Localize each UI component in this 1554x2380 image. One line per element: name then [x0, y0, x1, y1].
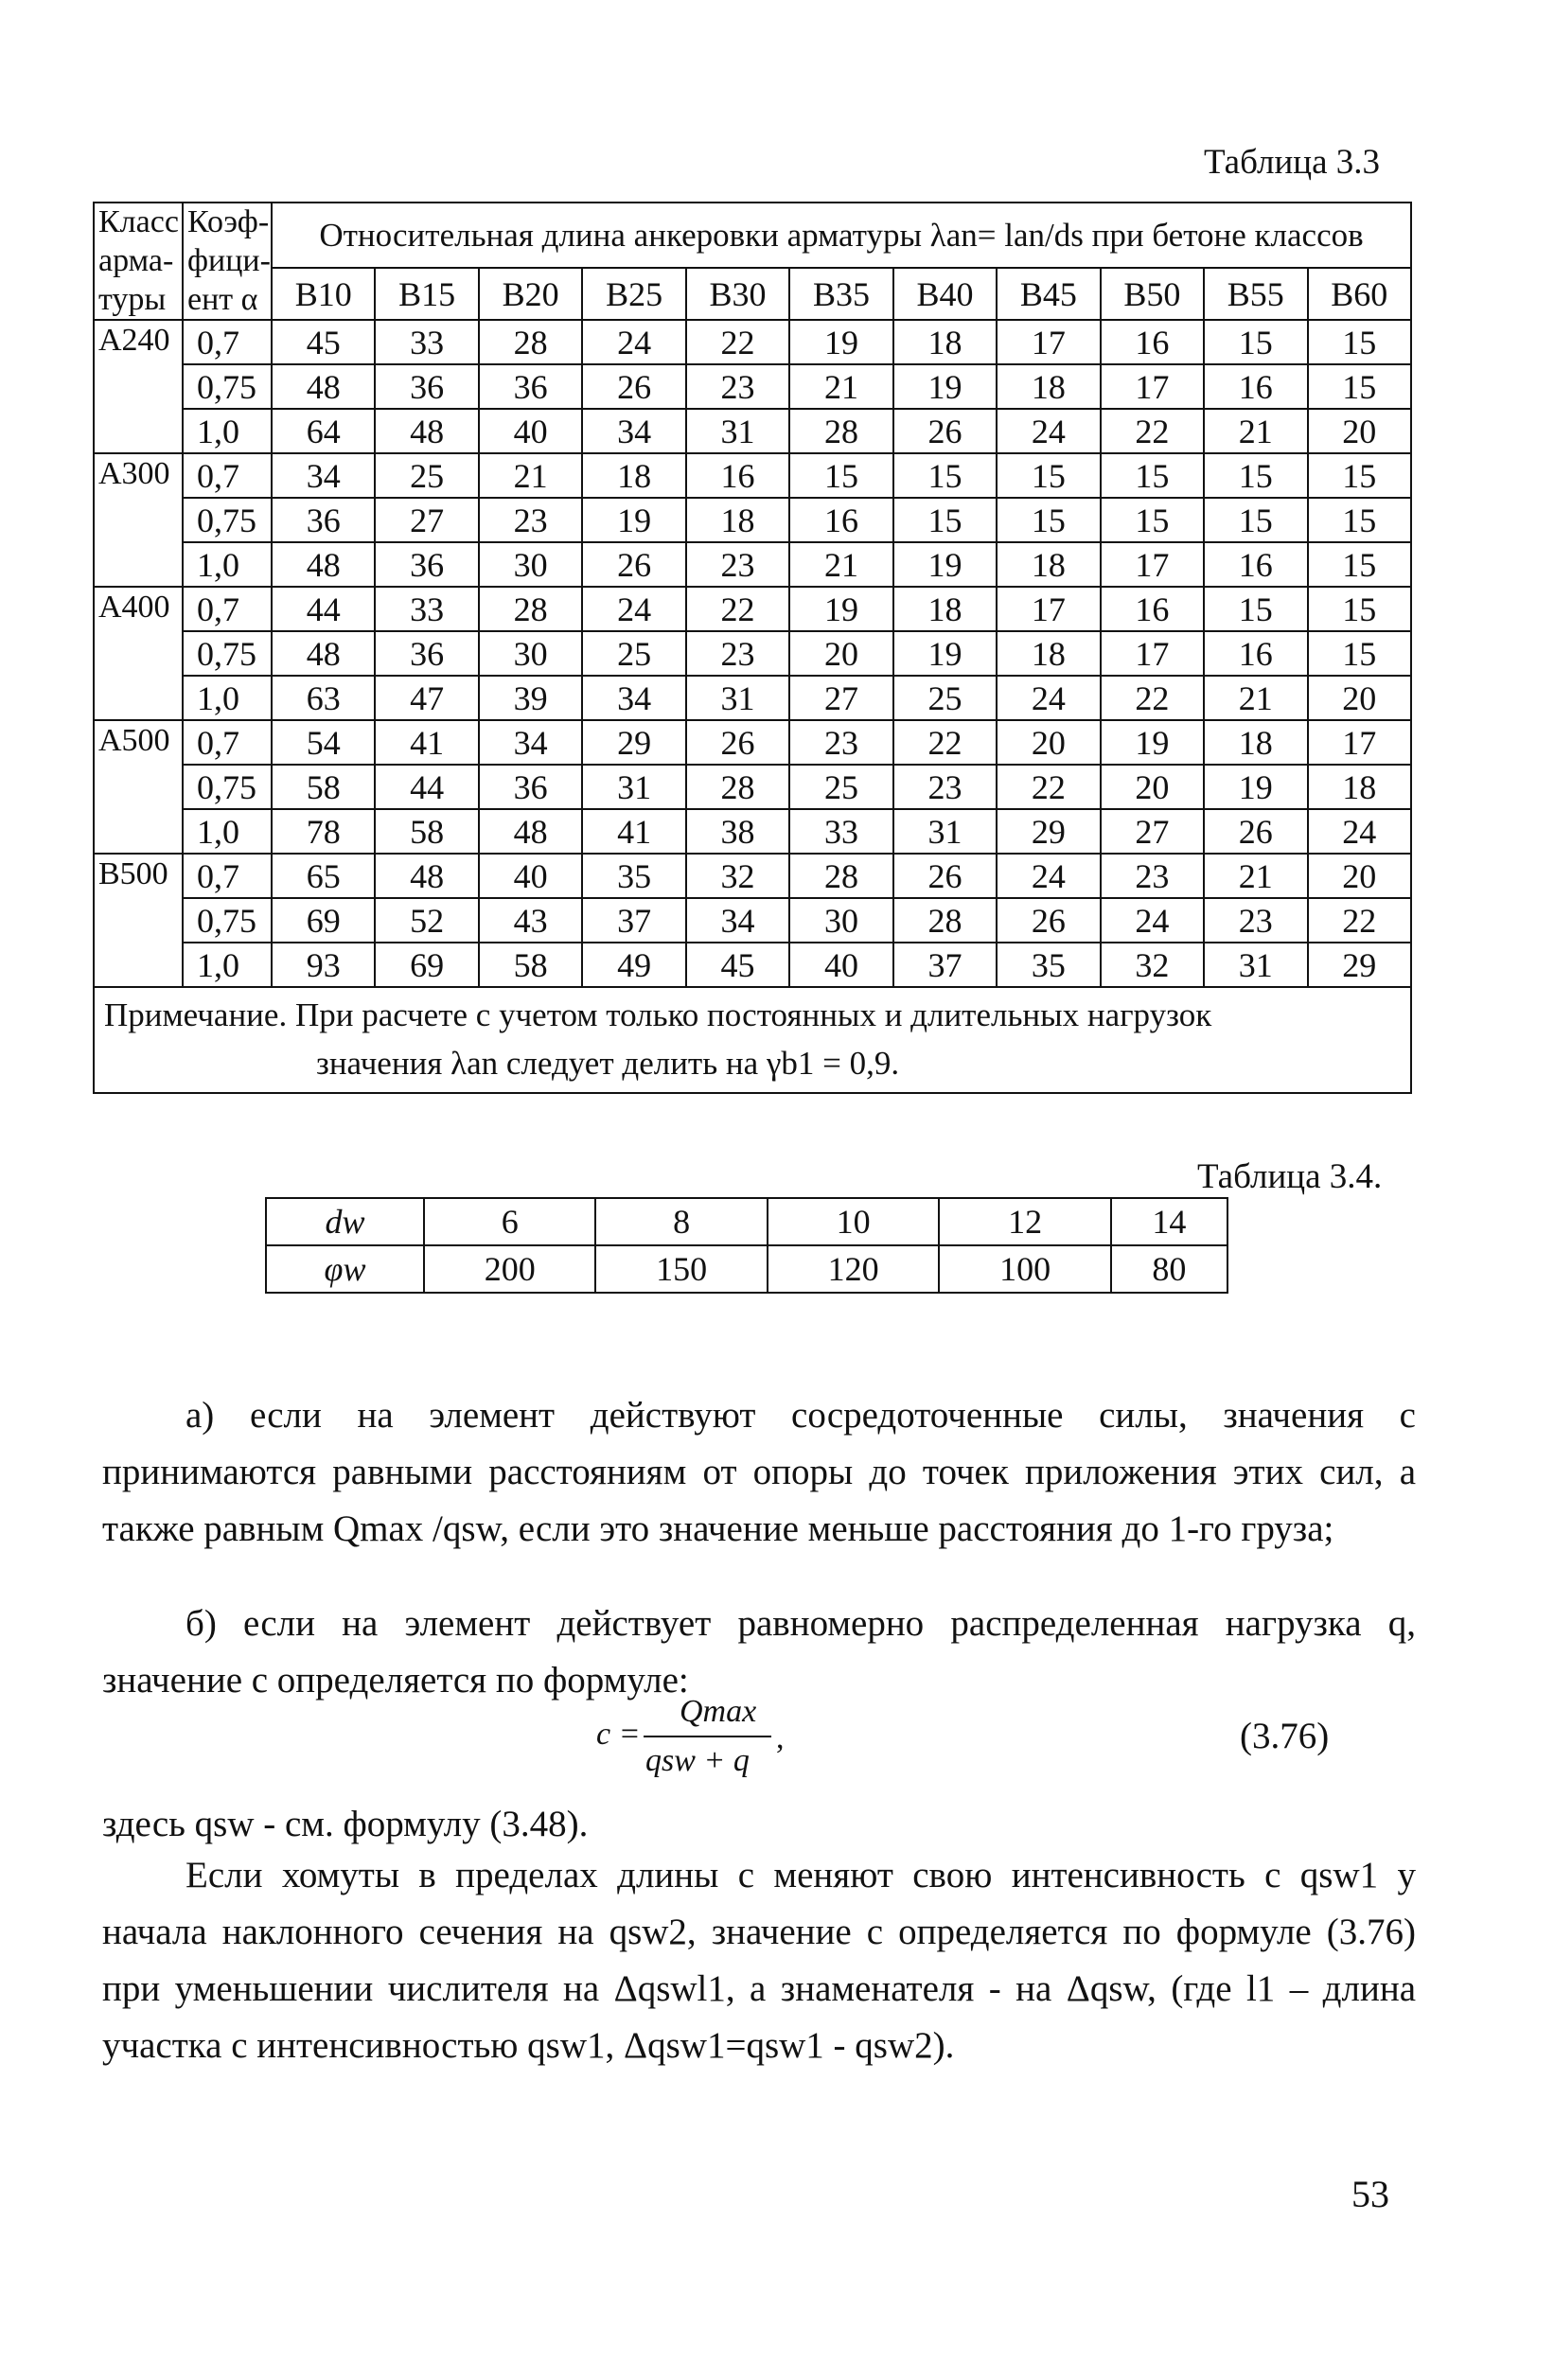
anchorage-value-cell: 19 — [1204, 765, 1307, 809]
anchorage-value-cell: 15 — [997, 498, 1100, 542]
rebar-class-cell: A500 — [94, 720, 183, 854]
anchorage-value-cell: 35 — [997, 943, 1100, 987]
concrete-class-header: B10 — [272, 268, 375, 320]
formula-fraction-bar — [644, 1736, 771, 1737]
anchorage-value-cell: 15 — [1204, 453, 1307, 498]
alpha-cell: 0,75 — [183, 498, 272, 542]
alpha-cell: 1,0 — [183, 542, 272, 587]
anchorage-value-cell: 44 — [272, 587, 375, 631]
table-row — [94, 364, 1411, 409]
concrete-class-header: B35 — [789, 268, 892, 320]
anchorage-value-cell: 40 — [479, 854, 582, 898]
anchorage-value-cell: 29 — [997, 809, 1100, 854]
anchorage-value-cell: 65 — [272, 854, 375, 898]
concrete-class-header: B40 — [893, 268, 997, 320]
table-row — [94, 453, 1411, 498]
phiw-value-cell: 150 — [595, 1245, 767, 1293]
alpha-cell: 1,0 — [183, 809, 272, 854]
anchorage-value-cell: 26 — [893, 854, 997, 898]
anchorage-value-cell: 15 — [1101, 498, 1204, 542]
anchorage-value-cell: 27 — [375, 498, 478, 542]
rebar-class-cell: A300 — [94, 453, 183, 587]
formula-numerator: Qmax — [680, 1694, 757, 1729]
anchorage-value-cell: 26 — [582, 364, 685, 409]
anchorage-value-cell: 54 — [272, 720, 375, 765]
table-row — [94, 854, 1411, 898]
anchorage-value-cell: 25 — [375, 453, 478, 498]
anchorage-value-cell: 32 — [1101, 943, 1204, 987]
anchorage-value-cell: 31 — [686, 409, 789, 453]
anchorage-value-cell: 33 — [375, 320, 478, 364]
anchorage-value-cell: 22 — [997, 765, 1100, 809]
anchorage-value-cell: 15 — [893, 498, 997, 542]
anchorage-value-cell: 23 — [686, 631, 789, 676]
alpha-cell: 1,0 — [183, 943, 272, 987]
anchorage-value-cell: 48 — [479, 809, 582, 854]
concrete-class-header: B30 — [686, 268, 789, 320]
anchorage-value-cell: 15 — [1308, 542, 1411, 587]
alpha-cell: 0,7 — [183, 720, 272, 765]
anchorage-value-cell: 22 — [1308, 898, 1411, 943]
anchorage-value-cell: 29 — [1308, 943, 1411, 987]
anchorage-value-cell: 18 — [893, 320, 997, 364]
concrete-class-header: B60 — [1308, 268, 1411, 320]
anchorage-value-cell: 20 — [1101, 765, 1204, 809]
anchorage-value-cell: 32 — [686, 854, 789, 898]
anchorage-value-cell: 20 — [789, 631, 892, 676]
anchorage-value-cell: 69 — [272, 898, 375, 943]
anchorage-value-cell: 23 — [1204, 898, 1307, 943]
table33-header-row — [94, 203, 1411, 268]
formula-comma: , — [776, 1720, 785, 1755]
anchorage-value-cell: 24 — [997, 854, 1100, 898]
anchorage-value-cell: 31 — [893, 809, 997, 854]
rebar-class-cell: A400 — [94, 587, 183, 720]
anchorage-value-cell: 37 — [582, 898, 685, 943]
anchorage-value-cell: 36 — [375, 542, 478, 587]
anchorage-value-cell: 36 — [375, 364, 478, 409]
concrete-class-header: B20 — [479, 268, 582, 320]
anchorage-value-cell: 19 — [893, 364, 997, 409]
anchorage-value-cell: 26 — [582, 542, 685, 587]
table-row — [94, 631, 1411, 676]
anchorage-value-cell: 17 — [1101, 364, 1204, 409]
anchorage-value-cell: 22 — [893, 720, 997, 765]
anchorage-value-cell: 49 — [582, 943, 685, 987]
anchorage-value-cell: 34 — [479, 720, 582, 765]
anchorage-value-cell: 40 — [479, 409, 582, 453]
table-3-4 — [265, 1197, 1228, 1294]
alpha-cell: 0,75 — [183, 898, 272, 943]
anchorage-value-cell: 21 — [1204, 854, 1307, 898]
note-line-1: Примечание. При расчете с учетом только постоянных и длительных нагрузок — [104, 996, 1212, 1034]
anchorage-value-cell: 47 — [375, 676, 478, 720]
anchorage-value-cell: 20 — [1308, 854, 1411, 898]
alpha-cell: 0,7 — [183, 587, 272, 631]
anchorage-value-cell: 18 — [997, 364, 1100, 409]
anchorage-value-cell: 25 — [789, 765, 892, 809]
anchorage-value-cell: 15 — [1308, 631, 1411, 676]
anchorage-value-cell: 23 — [893, 765, 997, 809]
alpha-cell: 0,75 — [183, 765, 272, 809]
anchorage-value-cell: 30 — [789, 898, 892, 943]
anchorage-value-cell: 18 — [997, 631, 1100, 676]
anchorage-value-cell: 23 — [686, 542, 789, 587]
anchorage-value-cell: 15 — [1204, 320, 1307, 364]
anchorage-value-cell: 23 — [1101, 854, 1204, 898]
table-row — [94, 320, 1411, 364]
anchorage-value-cell: 17 — [997, 320, 1100, 364]
anchorage-value-cell: 17 — [1308, 720, 1411, 765]
anchorage-value-cell: 17 — [1101, 542, 1204, 587]
formula-denominator: qsw + q — [645, 1743, 750, 1778]
anchorage-value-cell: 18 — [1308, 765, 1411, 809]
table-row — [94, 542, 1411, 587]
table-row — [94, 409, 1411, 453]
header-alpha-column: Коэф- фици- ент α — [183, 203, 272, 320]
anchorage-value-cell: 63 — [272, 676, 375, 720]
anchorage-value-cell: 19 — [789, 587, 892, 631]
anchorage-value-cell: 21 — [1204, 676, 1307, 720]
anchorage-value-cell: 19 — [1101, 720, 1204, 765]
anchorage-value-cell: 15 — [997, 453, 1100, 498]
table-row — [94, 498, 1411, 542]
anchorage-value-cell: 34 — [582, 409, 685, 453]
anchorage-value-cell: 58 — [375, 809, 478, 854]
anchorage-value-cell: 16 — [1204, 631, 1307, 676]
anchorage-value-cell: 24 — [582, 587, 685, 631]
anchorage-value-cell: 36 — [479, 364, 582, 409]
phiw-value-cell: 120 — [768, 1245, 939, 1293]
table34-caption: Таблица 3.4. — [1197, 1157, 1383, 1196]
rebar-class-cell: A240 — [94, 320, 183, 453]
anchorage-value-cell: 19 — [582, 498, 685, 542]
anchorage-value-cell: 34 — [272, 453, 375, 498]
table33-concrete-classes-row — [94, 268, 1411, 320]
table-row — [94, 943, 1411, 987]
anchorage-value-cell: 21 — [789, 542, 892, 587]
table-3-3 — [93, 202, 1412, 1094]
table33-caption: Таблица 3.3 — [1204, 143, 1380, 182]
anchorage-value-cell: 40 — [789, 943, 892, 987]
anchorage-value-cell: 21 — [479, 453, 582, 498]
anchorage-value-cell: 18 — [997, 542, 1100, 587]
anchorage-value-cell: 38 — [686, 809, 789, 854]
phiw-value-cell: 100 — [939, 1245, 1110, 1293]
anchorage-value-cell: 33 — [789, 809, 892, 854]
anchorage-value-cell: 36 — [272, 498, 375, 542]
anchorage-value-cell: 18 — [686, 498, 789, 542]
alpha-cell: 0,7 — [183, 453, 272, 498]
anchorage-value-cell: 27 — [789, 676, 892, 720]
anchorage-value-cell: 15 — [1204, 587, 1307, 631]
anchorage-value-cell: 16 — [789, 498, 892, 542]
anchorage-value-cell: 15 — [1308, 453, 1411, 498]
anchorage-value-cell: 34 — [582, 676, 685, 720]
anchorage-value-cell: 26 — [1204, 809, 1307, 854]
anchorage-value-cell: 69 — [375, 943, 478, 987]
anchorage-value-cell: 52 — [375, 898, 478, 943]
anchorage-value-cell: 25 — [582, 631, 685, 676]
anchorage-value-cell: 28 — [479, 320, 582, 364]
anchorage-value-cell: 15 — [1308, 587, 1411, 631]
paragraph-b: б) если на элемент действует равномерно распределенная нагрузка q, значение c определяется по формуле: — [102, 1603, 1416, 1701]
table-row — [94, 765, 1411, 809]
anchorage-value-cell: 48 — [272, 542, 375, 587]
alpha-cell: 0,7 — [183, 854, 272, 898]
anchorage-value-cell: 23 — [686, 364, 789, 409]
dw-value-cell: 12 — [939, 1198, 1110, 1245]
anchorage-value-cell: 28 — [893, 898, 997, 943]
anchorage-value-cell: 19 — [893, 631, 997, 676]
anchorage-value-cell: 27 — [1101, 809, 1204, 854]
anchorage-value-cell: 26 — [997, 898, 1100, 943]
table33-note — [94, 987, 1411, 1093]
anchorage-value-cell: 31 — [1204, 943, 1307, 987]
formula-lhs: c = — [596, 1717, 641, 1752]
anchorage-value-cell: 20 — [1308, 409, 1411, 453]
formula-number: (3.76) — [1240, 1716, 1330, 1756]
table-row — [94, 587, 1411, 631]
alpha-cell: 1,0 — [183, 676, 272, 720]
anchorage-value-cell: 20 — [1308, 676, 1411, 720]
anchorage-value-cell: 28 — [686, 765, 789, 809]
anchorage-value-cell: 16 — [1204, 364, 1307, 409]
anchorage-value-cell: 78 — [272, 809, 375, 854]
paragraph-last: Если хомуты в пределах длины c меняют свою интенсивность с qsw1 у начала наклонного сечения на qsw2, значение c определяется по формуле (3.76) при уменьшении числителя на Δqswl1, а знаменателя - на Δqsw, (где l1 – длина участка с интенсивностью qsw1, Δqsw1=qsw1 - qsw2). — [102, 1855, 1416, 2066]
anchorage-value-cell: 26 — [686, 720, 789, 765]
anchorage-value-cell: 24 — [582, 320, 685, 364]
anchorage-value-cell: 28 — [479, 587, 582, 631]
anchorage-value-cell: 45 — [686, 943, 789, 987]
anchorage-value-cell: 30 — [479, 631, 582, 676]
anchorage-value-cell: 22 — [1101, 676, 1204, 720]
alpha-cell: 0,7 — [183, 320, 272, 364]
concrete-class-header: B55 — [1204, 268, 1307, 320]
dw-value-cell: 8 — [595, 1198, 767, 1245]
dw-value-cell: 6 — [424, 1198, 595, 1245]
dw-value-cell: 10 — [768, 1198, 939, 1245]
anchorage-value-cell: 28 — [789, 409, 892, 453]
anchorage-value-cell: 25 — [893, 676, 997, 720]
alpha-cell: 1,0 — [183, 409, 272, 453]
anchorage-value-cell: 29 — [582, 720, 685, 765]
anchorage-value-cell: 64 — [272, 409, 375, 453]
anchorage-value-cell: 31 — [686, 676, 789, 720]
header-anchorage-title: Относительная длина анкеровки арматуры λan= lan/ds при бетоне классов — [272, 203, 1411, 268]
concrete-class-header: B15 — [375, 268, 478, 320]
anchorage-value-cell: 33 — [375, 587, 478, 631]
table-row — [94, 898, 1411, 943]
anchorage-value-cell: 37 — [893, 943, 997, 987]
anchorage-value-cell: 15 — [1204, 498, 1307, 542]
alpha-cell: 0,75 — [183, 364, 272, 409]
anchorage-value-cell: 19 — [893, 542, 997, 587]
anchorage-value-cell: 41 — [582, 809, 685, 854]
anchorage-value-cell: 44 — [375, 765, 478, 809]
anchorage-value-cell: 35 — [582, 854, 685, 898]
anchorage-value-cell: 16 — [1101, 320, 1204, 364]
note-line-2: значения λan следует делить на γb1 = 0,9. — [316, 1045, 900, 1083]
anchorage-value-cell: 16 — [1101, 587, 1204, 631]
anchorage-value-cell: 58 — [479, 943, 582, 987]
anchorage-value-cell: 17 — [997, 587, 1100, 631]
anchorage-value-cell: 31 — [582, 765, 685, 809]
anchorage-value-cell: 93 — [272, 943, 375, 987]
anchorage-value-cell: 22 — [686, 320, 789, 364]
anchorage-value-cell: 21 — [789, 364, 892, 409]
table34-row-dw — [266, 1198, 1227, 1245]
anchorage-value-cell: 15 — [1308, 364, 1411, 409]
anchorage-value-cell: 15 — [789, 453, 892, 498]
anchorage-value-cell: 36 — [479, 765, 582, 809]
page-number: 53 — [1351, 2173, 1389, 2215]
anchorage-value-cell: 16 — [686, 453, 789, 498]
anchorage-value-cell: 39 — [479, 676, 582, 720]
anchorage-value-cell: 24 — [1101, 898, 1204, 943]
anchorage-value-cell: 18 — [582, 453, 685, 498]
rebar-class-cell: B500 — [94, 854, 183, 987]
concrete-class-header: B45 — [997, 268, 1100, 320]
anchorage-value-cell: 15 — [893, 453, 997, 498]
anchorage-value-cell: 15 — [1101, 453, 1204, 498]
anchorage-value-cell: 28 — [789, 854, 892, 898]
anchorage-value-cell: 15 — [1308, 320, 1411, 364]
dw-value-cell: 14 — [1111, 1198, 1227, 1245]
anchorage-value-cell: 58 — [272, 765, 375, 809]
phiw-value-cell: 80 — [1111, 1245, 1227, 1293]
anchorage-value-cell: 20 — [997, 720, 1100, 765]
anchorage-value-cell: 48 — [272, 364, 375, 409]
anchorage-value-cell: 19 — [789, 320, 892, 364]
anchorage-value-cell: 23 — [479, 498, 582, 542]
anchorage-value-cell: 17 — [1101, 631, 1204, 676]
anchorage-value-cell: 48 — [375, 409, 478, 453]
formula-3-76 — [596, 1694, 823, 1789]
table34-label-phiw: φw — [266, 1245, 424, 1293]
header-class-column: Класс арма- туры — [94, 203, 183, 320]
anchorage-value-cell: 43 — [479, 898, 582, 943]
concrete-class-header: B25 — [582, 268, 685, 320]
anchorage-value-cell: 30 — [479, 542, 582, 587]
table34-label-dw: dw — [266, 1198, 424, 1245]
anchorage-value-cell: 48 — [375, 854, 478, 898]
anchorage-value-cell: 18 — [893, 587, 997, 631]
anchorage-value-cell: 23 — [789, 720, 892, 765]
anchorage-value-cell: 24 — [997, 409, 1100, 453]
paragraph-here: здесь qsw - см. формулу (3.48). — [102, 1804, 589, 1844]
table-row — [94, 809, 1411, 854]
anchorage-value-cell: 26 — [893, 409, 997, 453]
anchorage-value-cell: 18 — [1204, 720, 1307, 765]
anchorage-value-cell: 41 — [375, 720, 478, 765]
paragraph-a: а) если на элемент действуют сосредоточенные силы, значения c принимаются равными расстояниям от опоры до точек приложения этих сил, а также равным Qmax /qsw, если это значение меньше расстояния до 1-го груза; — [102, 1395, 1416, 1549]
anchorage-value-cell: 24 — [997, 676, 1100, 720]
concrete-class-header: B50 — [1101, 268, 1204, 320]
table34-row-phiw — [266, 1245, 1227, 1293]
anchorage-value-cell: 36 — [375, 631, 478, 676]
table33-note-row — [94, 987, 1411, 1093]
anchorage-value-cell: 34 — [686, 898, 789, 943]
anchorage-value-cell: 21 — [1204, 409, 1307, 453]
alpha-cell: 0,75 — [183, 631, 272, 676]
table-row — [94, 676, 1411, 720]
anchorage-value-cell: 24 — [1308, 809, 1411, 854]
anchorage-value-cell: 22 — [686, 587, 789, 631]
anchorage-value-cell: 45 — [272, 320, 375, 364]
anchorage-value-cell: 22 — [1101, 409, 1204, 453]
table-row — [94, 720, 1411, 765]
anchorage-value-cell: 16 — [1204, 542, 1307, 587]
anchorage-value-cell: 15 — [1308, 498, 1411, 542]
phiw-value-cell: 200 — [424, 1245, 595, 1293]
anchorage-value-cell: 48 — [272, 631, 375, 676]
